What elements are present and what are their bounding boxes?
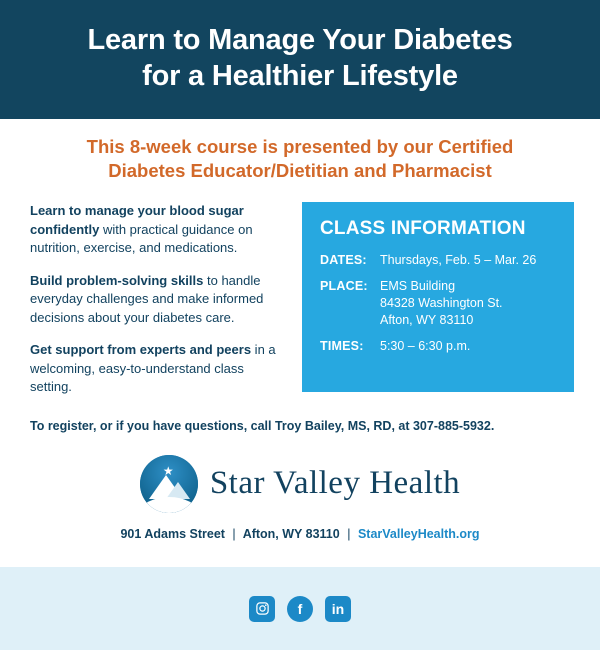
benefit-rest: with practical guidance on nutrition, exercise, and medications. bbox=[30, 221, 253, 256]
class-information-heading: CLASS INFORMATION bbox=[320, 218, 526, 240]
benefit-rest: to handle everyday challenges and make informed decisions about your diabetes care. bbox=[30, 272, 264, 325]
info-row-place bbox=[320, 278, 558, 329]
info-value-line: 5:30 – 6:30 p.m. bbox=[380, 338, 471, 353]
benefit-paragraph bbox=[30, 341, 286, 396]
address-separator: | bbox=[232, 526, 236, 541]
facebook-glyph: f bbox=[297, 600, 303, 617]
benefit-rest: in a welcoming, easy-to-understand class setting. bbox=[30, 342, 276, 395]
info-value-line: 84328 Washington St. bbox=[380, 296, 503, 311]
website-link[interactable]: StarValleyHealth.org bbox=[357, 526, 480, 541]
brand-logo bbox=[0, 433, 600, 523]
info-label: TIMES: bbox=[320, 338, 364, 353]
footer-band bbox=[0, 567, 600, 650]
page-title bbox=[30, 22, 570, 95]
info-value bbox=[380, 278, 558, 329]
benefit-paragraph bbox=[30, 202, 286, 257]
benefit-lead: Learn to manage your blood sugar confidently bbox=[30, 203, 244, 237]
class-information-box bbox=[302, 202, 574, 392]
brand-name: Star Valley Health bbox=[209, 465, 461, 502]
facebook-icon[interactable] bbox=[287, 596, 313, 622]
benefit-paragraph bbox=[30, 272, 286, 327]
info-value bbox=[380, 338, 558, 355]
header-banner bbox=[0, 0, 600, 119]
class-information-column bbox=[302, 202, 574, 410]
info-value-line: Afton, WY 83110 bbox=[380, 313, 474, 328]
info-row-dates bbox=[320, 252, 558, 269]
info-value bbox=[380, 252, 558, 269]
linkedin-icon[interactable] bbox=[325, 596, 351, 622]
subheading bbox=[0, 119, 600, 197]
address-separator: | bbox=[347, 526, 351, 541]
linkedin-glyph: in bbox=[331, 600, 345, 617]
info-label: PLACE: bbox=[320, 279, 368, 294]
benefit-lead: Get support from experts and peers bbox=[30, 342, 252, 358]
benefits-column bbox=[30, 202, 302, 410]
info-row-times bbox=[320, 338, 558, 355]
social-links bbox=[249, 596, 351, 622]
page-title-line-1: Learn to Manage Your Diabetes bbox=[87, 24, 513, 56]
mountain-star-logo-icon bbox=[140, 455, 198, 513]
star-icon: ★ bbox=[162, 463, 174, 478]
benefit-lead: Build problem-solving skills bbox=[30, 272, 204, 288]
info-value-line: EMS Building bbox=[380, 279, 456, 294]
page-title-line-2: for a Healthier Lifestyle bbox=[142, 60, 458, 93]
registration-line: To register, or if you have questions, call Troy Bailey, MS, RD, at 307-885-5932. bbox=[30, 418, 495, 433]
content-columns bbox=[0, 196, 600, 410]
instagram-icon[interactable] bbox=[249, 596, 275, 622]
logo-mountain-small bbox=[166, 482, 190, 499]
address-line bbox=[0, 523, 600, 541]
info-value-line: Thursdays, Feb. 5 – Mar. 26 bbox=[380, 253, 537, 268]
info-label: DATES: bbox=[320, 253, 367, 268]
subheading-line-1: This 8-week course is presented by our Certified bbox=[86, 135, 514, 157]
address-city-state-zip: Afton, WY 83110 bbox=[242, 526, 340, 541]
address-street: 901 Adams Street bbox=[120, 526, 225, 541]
subheading-line-2: Diabetes Educator/Dietitian and Pharmacist bbox=[108, 160, 492, 182]
